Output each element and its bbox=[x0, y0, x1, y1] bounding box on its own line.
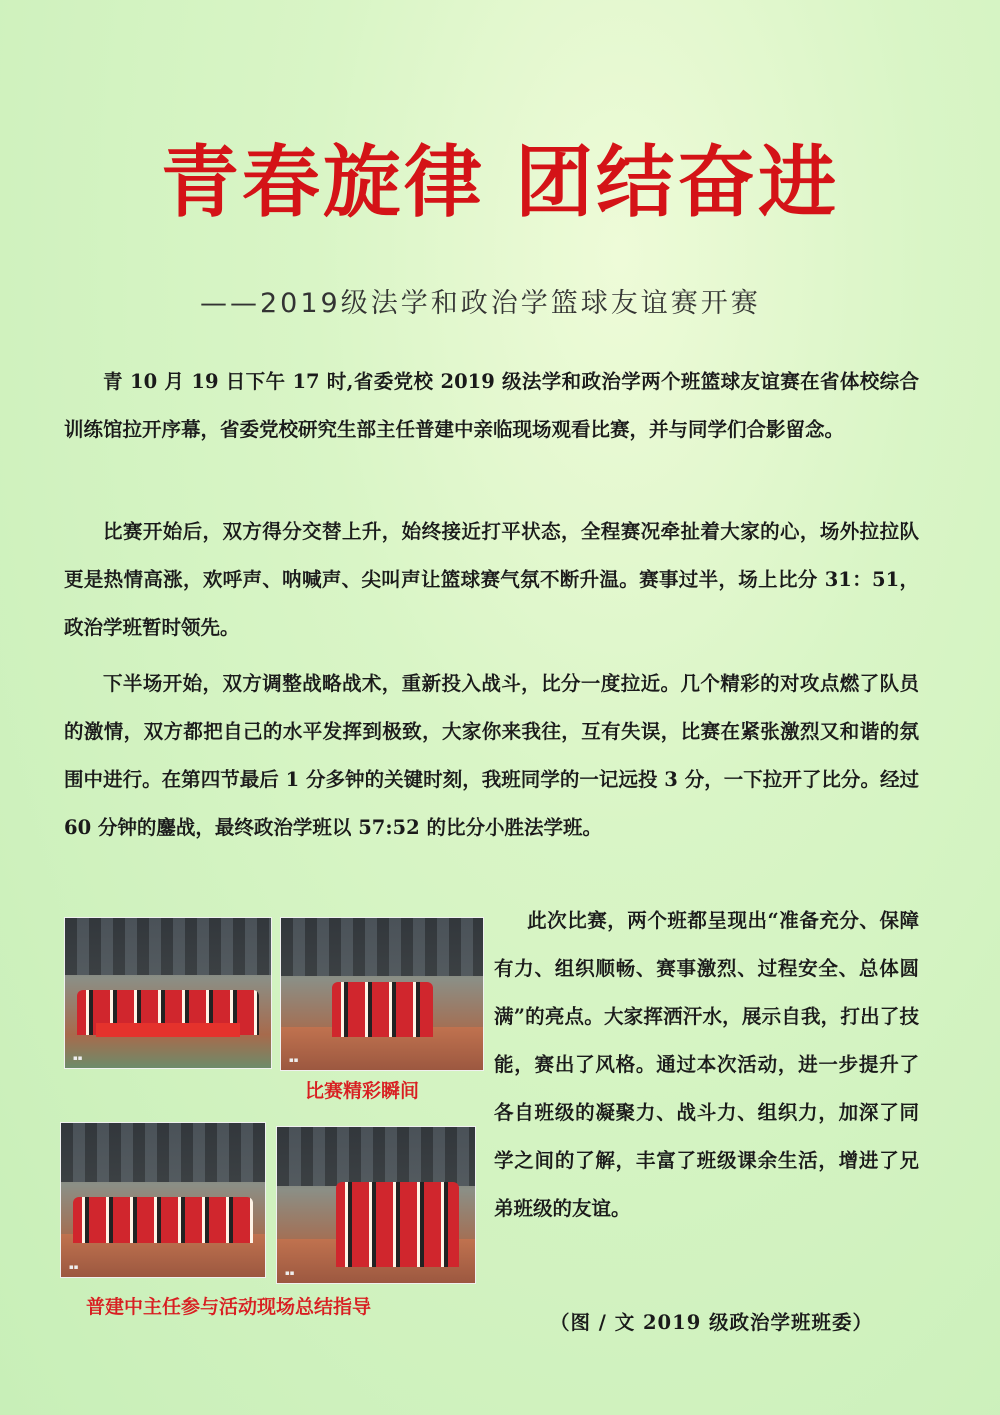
camera-watermark: ▪▪ bbox=[289, 1056, 299, 1064]
article-paragraph: 青 10 月 19 日下午 17 时,省委党校 2019 级法学和政治学两个班篮球友谊赛在省体校综合训练馆拉开序幕，省委党校研究生部主任普建中亲临现场观看比赛，并与同学们合影留念。 bbox=[64, 370, 919, 441]
team-group-photo bbox=[64, 917, 272, 1069]
camera-watermark: ▪▪ bbox=[73, 1054, 83, 1062]
camera-watermark: ▪▪ bbox=[285, 1269, 295, 1277]
page-subtitle: ——2019级法学和政治学篮球友谊赛开赛 bbox=[200, 288, 761, 319]
group-photo-with-director bbox=[60, 1122, 266, 1278]
photo-caption-director: 普建中主任参与活动现场总结指导 bbox=[86, 1296, 372, 1318]
article-credit: （图 / 文 2019 级政治学班班委） bbox=[550, 1311, 874, 1334]
article-paragraph: 比赛开始后，双方得分交替上升，始终接近打平状态，全程赛况牵扯着大家的心，场外拉拉队更是热情高涨，欢呼声、呐喊声、尖叫声让篮球赛气氛不断升温。赛事过半，场上比分 31：51，政治学班暂时领先。 bbox=[64, 520, 919, 639]
article-paragraph: 此次比赛，两个班都呈现出“准备充分、保障有力、组织顺畅、赛事激烈、过程安全、总体圆满”的亮点。大家挥洒汗水，展示自我，打出了技能，赛出了风格。通过本次活动，进一步提升了各自班级的凝聚力、战斗力、组织力，加深了同学之间的了解，丰富了班级课余生活，增进了兄弟班级的友谊。 bbox=[494, 909, 919, 1220]
camera-watermark: ▪▪ bbox=[69, 1263, 79, 1271]
photo-caption-game: 比赛精彩瞬间 bbox=[305, 1080, 420, 1102]
game-action-photo bbox=[280, 917, 484, 1071]
page-title: 青春旋律 团结奋进 bbox=[160, 137, 840, 228]
director-talking-photo bbox=[276, 1126, 476, 1284]
article-paragraph: 下半场开始，双方调整战略战术，重新投入战斗，比分一度拉近。几个精彩的对攻点燃了队员的激情，双方都把自己的水平发挥到极致，大家你来我往，互有失误，比赛在紧张激烈又和谐的氛围中进行。在第四节最后 1 分多钟的关键时刻，我班同学的一记远投 3 分，一下拉开了比分。经过 60 分钟的鏖战，最终政治学班以 57:52 的比分小胜法学班。 bbox=[64, 672, 919, 839]
